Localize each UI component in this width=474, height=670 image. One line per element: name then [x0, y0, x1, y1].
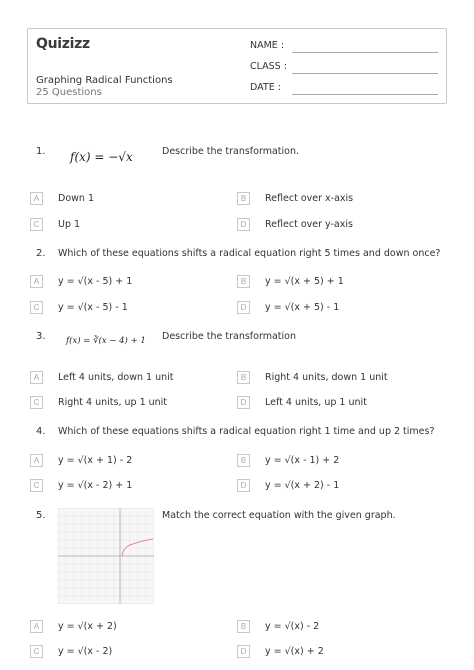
option-text: y = √(x + 5) + 1 — [265, 276, 344, 287]
option-text: Right 4 units, up 1 unit — [58, 397, 168, 408]
option-letter-box: D — [237, 479, 250, 492]
option-text: y = √(x - 1) + 2 — [265, 455, 340, 466]
option-letter-box: D — [237, 645, 250, 658]
name-label: NAME : — [250, 40, 285, 51]
question-count: 25 Questions — [36, 87, 102, 98]
option-letter-box: D — [237, 301, 250, 314]
option-letter-box: B — [237, 371, 250, 384]
question-number: 4. — [36, 426, 46, 437]
option-letter-box: A — [30, 192, 43, 205]
class-line — [292, 73, 438, 74]
question-text: Describe the transformation — [162, 331, 296, 342]
option-text: y = √(x + 5) - 1 — [265, 302, 340, 313]
question-number: 1. — [36, 146, 46, 157]
option-letter-box: A — [30, 275, 43, 288]
option-text: Right 4 units, down 1 unit — [265, 372, 388, 383]
question-graph — [58, 508, 154, 604]
option-letter-box: B — [237, 454, 250, 467]
quizizz-logo: Quizizz — [36, 36, 90, 52]
option-letter-box: C — [30, 396, 43, 409]
question-number: 5. — [36, 510, 46, 521]
option-text: y = √(x - 5) - 1 — [58, 302, 128, 313]
date-line — [292, 94, 438, 95]
option-text: Reflect over x-axis — [265, 193, 354, 204]
option-letter-box: A — [30, 620, 43, 633]
option-text: Up 1 — [58, 219, 81, 230]
option-letter-box: D — [237, 218, 250, 231]
question-text: Which of these equations shifts a radical equation right 1 time and up 2 times? — [58, 426, 435, 437]
option-letter-box: C — [30, 479, 43, 492]
worksheet-title: Graphing Radical Functions — [36, 75, 173, 86]
question-text: Describe the transformation. — [162, 146, 299, 157]
date-label: DATE : — [250, 82, 281, 93]
option-letter-box: C — [30, 301, 43, 314]
question-formula: f(x) = ∛(x − 4) + 1 — [66, 336, 146, 346]
option-text: y = √(x - 2) — [58, 646, 113, 657]
option-text: y = √(x - 5) + 1 — [58, 276, 133, 287]
option-text: Left 4 units, up 1 unit — [265, 397, 367, 408]
option-letter-box: B — [237, 275, 250, 288]
option-letter-box: A — [30, 454, 43, 467]
question-text: Match the correct equation with the given graph. — [162, 510, 396, 521]
option-text: y = √(x - 2) + 1 — [58, 480, 133, 491]
question-number: 2. — [36, 248, 46, 259]
option-text: Left 4 units, down 1 unit — [58, 372, 174, 383]
option-letter-box: A — [30, 371, 43, 384]
question-formula: f(x) = −√x — [70, 150, 133, 164]
option-text: Down 1 — [58, 193, 94, 204]
option-letter-box: D — [237, 396, 250, 409]
option-text: y = √(x + 2) - 1 — [265, 480, 340, 491]
question-text: Which of these equations shifts a radical equation right 5 times and down once? — [58, 248, 441, 259]
option-text: y = √(x + 1) - 2 — [58, 455, 133, 466]
option-letter-box: B — [237, 192, 250, 205]
option-letter-box: B — [237, 620, 250, 633]
option-text: y = √(x) + 2 — [265, 646, 324, 657]
option-text: y = √(x + 2) — [58, 621, 117, 632]
name-line — [292, 52, 438, 53]
option-letter-box: C — [30, 218, 43, 231]
option-letter-box: C — [30, 645, 43, 658]
option-text: y = √(x) - 2 — [265, 621, 320, 632]
class-label: CLASS : — [250, 61, 287, 72]
option-text: Reflect over y-axis — [265, 219, 353, 230]
question-number: 3. — [36, 331, 46, 342]
